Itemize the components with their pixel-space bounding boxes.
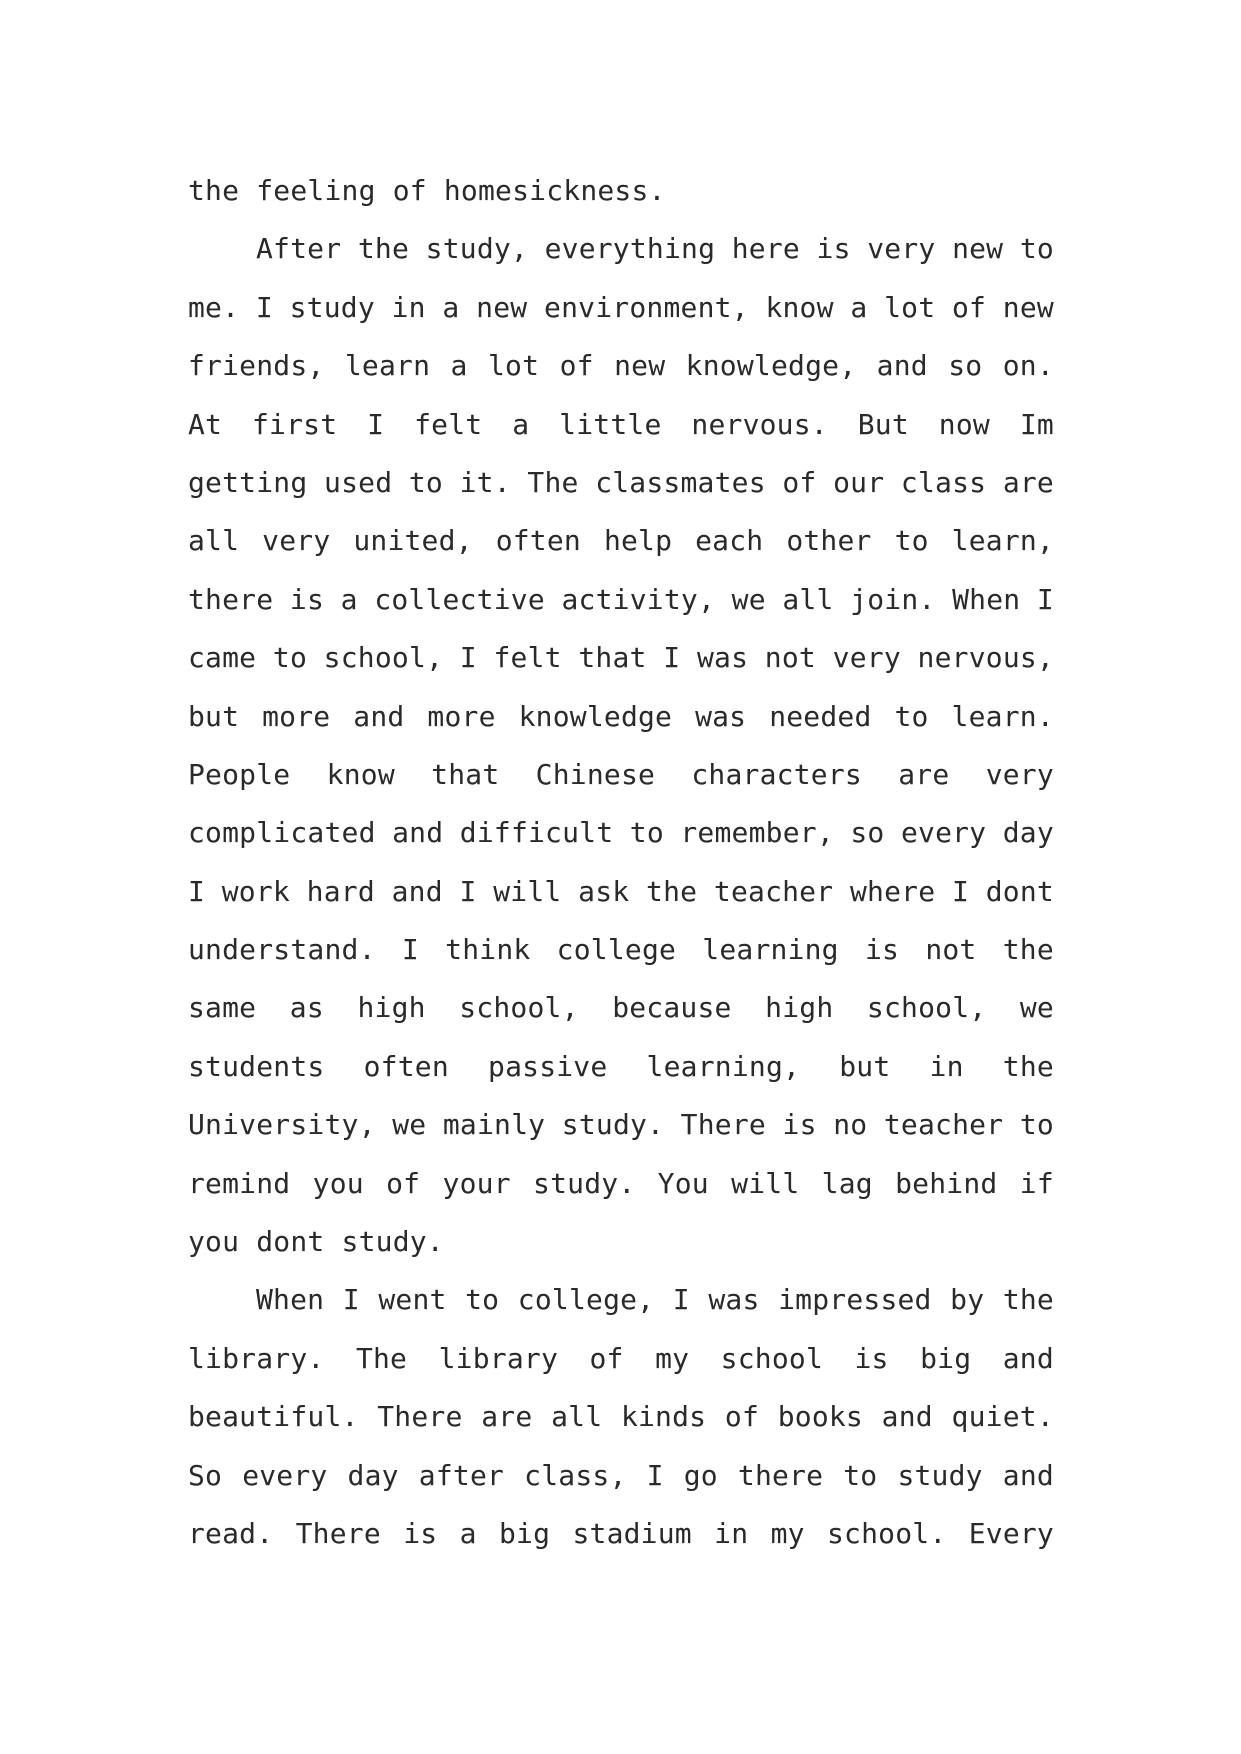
word: our <box>833 465 885 499</box>
word: school <box>720 1341 824 1375</box>
word: are <box>1002 465 1054 499</box>
word: big <box>498 1516 551 1550</box>
word: that <box>578 641 647 675</box>
word: help <box>603 524 673 558</box>
word: of <box>589 1341 624 1375</box>
word: is <box>782 1108 817 1142</box>
word: college <box>556 933 677 967</box>
word: You <box>657 1166 709 1200</box>
word: united, <box>353 524 473 558</box>
word: every <box>900 816 987 850</box>
word: join. <box>850 582 936 616</box>
word: learning <box>702 933 839 967</box>
word: very <box>262 524 331 558</box>
text-line <box>188 1038 1054 1096</box>
word: new <box>952 232 1004 266</box>
text-line <box>188 1388 1054 1446</box>
word: felt <box>493 641 562 675</box>
word: I <box>255 290 273 324</box>
word: to <box>272 641 308 675</box>
word: very <box>867 232 936 266</box>
word: But <box>857 407 909 441</box>
word: felt <box>414 407 483 441</box>
word: and <box>353 699 405 733</box>
text-line <box>188 220 1054 278</box>
word: is <box>289 582 325 616</box>
body-text <box>188 162 1054 1563</box>
word: I <box>342 1283 360 1317</box>
word: work <box>221 874 290 908</box>
word: there <box>188 582 274 616</box>
word: remember, <box>680 816 834 850</box>
word: high <box>357 991 426 1025</box>
word: I <box>459 874 477 908</box>
text-line <box>188 571 1054 629</box>
word: after <box>418 1458 505 1492</box>
word: students <box>188 1049 325 1083</box>
word: friends, <box>188 349 325 383</box>
word: a <box>450 349 468 383</box>
word: new <box>476 290 528 324</box>
word: all <box>782 582 834 616</box>
word: is <box>403 1516 438 1550</box>
text-line <box>188 746 1054 804</box>
word: characters <box>691 757 862 791</box>
word: study, <box>425 232 528 266</box>
word: high <box>765 991 834 1025</box>
word: to <box>1019 1108 1054 1142</box>
word: so <box>850 816 885 850</box>
word: hard <box>306 874 375 908</box>
text-line <box>188 629 1054 687</box>
word: it. <box>459 465 511 499</box>
word: now <box>938 407 990 441</box>
word: of <box>724 1400 760 1434</box>
word: difficult <box>459 816 614 850</box>
word: school, <box>866 991 987 1025</box>
word: I <box>401 933 419 967</box>
word: learning, <box>646 1049 801 1083</box>
word: often <box>495 524 581 558</box>
word: same <box>188 991 257 1025</box>
word: and <box>881 1400 933 1434</box>
word: more <box>427 699 496 733</box>
word: There <box>680 1108 766 1142</box>
word: where <box>849 874 936 908</box>
word: in <box>714 1516 749 1550</box>
word: and <box>1002 1341 1054 1375</box>
word: new <box>1002 290 1054 324</box>
word: kinds <box>620 1400 707 1434</box>
word: your <box>442 1166 511 1200</box>
word: to <box>1019 232 1054 266</box>
word: nervous. <box>691 407 828 441</box>
word: and <box>392 816 444 850</box>
word: will <box>493 874 562 908</box>
word: used <box>324 465 393 499</box>
word: school, <box>459 991 579 1025</box>
word: beautiful. <box>188 1400 359 1434</box>
word: teacher <box>713 874 834 908</box>
word: remind <box>188 1166 291 1200</box>
word: we <box>392 1108 427 1142</box>
word: I <box>188 874 206 908</box>
word: collective <box>374 582 545 616</box>
word: know <box>326 757 395 791</box>
word: There <box>295 1516 381 1550</box>
word: Chinese <box>535 757 656 791</box>
word: knowledge <box>518 699 673 733</box>
text-line <box>188 512 1054 570</box>
word: on. <box>1002 349 1054 383</box>
word: first <box>252 407 338 441</box>
word: my <box>770 1516 805 1550</box>
text-line <box>188 396 1054 454</box>
text-line <box>188 921 1054 979</box>
word: of <box>559 349 594 383</box>
text-line <box>188 804 1054 862</box>
word: learn. <box>951 699 1054 733</box>
word: and <box>876 349 928 383</box>
word: Every <box>968 1516 1054 1550</box>
word: I <box>459 641 477 675</box>
word: behind <box>895 1166 998 1200</box>
word: a <box>442 290 460 324</box>
word: I <box>663 641 681 675</box>
word: so <box>948 349 983 383</box>
word: college, <box>517 1283 655 1317</box>
word: the <box>646 874 698 908</box>
word: school, <box>323 641 444 675</box>
word: ask <box>578 874 630 908</box>
word: big <box>920 1341 972 1375</box>
word: study. <box>561 1108 665 1142</box>
text-line <box>188 979 1054 1037</box>
text-line <box>188 688 1054 746</box>
word: a <box>850 290 868 324</box>
word: was <box>708 1283 760 1317</box>
word: no <box>833 1108 868 1142</box>
word: I <box>951 874 970 908</box>
word: very <box>985 757 1054 791</box>
word: I <box>646 1458 664 1492</box>
word: After <box>256 232 342 266</box>
word: but <box>188 699 240 733</box>
word: of <box>782 465 817 499</box>
word: impressed <box>778 1283 932 1317</box>
word: school. <box>827 1516 947 1550</box>
word: to <box>465 1283 500 1317</box>
word: the <box>1002 1283 1054 1317</box>
word: read. <box>188 1516 274 1550</box>
word: not <box>764 641 816 675</box>
word: class <box>900 465 987 499</box>
word: Im <box>1019 407 1054 441</box>
text-line <box>188 1505 1054 1563</box>
word: often <box>363 1049 449 1083</box>
word: needed <box>769 699 872 733</box>
word: all <box>551 1400 603 1434</box>
word: mainly <box>442 1108 546 1142</box>
word: to <box>408 465 443 499</box>
word: classmates <box>595 465 766 499</box>
text-line <box>188 1447 1054 1505</box>
word: little <box>559 407 662 441</box>
text-line <box>188 1330 1054 1388</box>
word: if <box>1019 1166 1054 1200</box>
text-line <box>188 1271 1054 1329</box>
word: I <box>1036 582 1054 616</box>
word: every <box>242 1458 328 1492</box>
word: nervous, <box>917 641 1054 675</box>
word: books <box>777 1400 863 1434</box>
word: new <box>614 349 666 383</box>
word: activity, <box>561 582 716 616</box>
word: class, <box>524 1458 627 1492</box>
word: not <box>925 933 977 967</box>
word: the <box>1002 933 1054 967</box>
word: very <box>832 641 901 675</box>
word: So <box>188 1458 223 1492</box>
text-line: the feeling of homesickness. <box>188 174 666 207</box>
word: of <box>951 290 987 324</box>
word: is <box>854 1341 889 1375</box>
word: study <box>897 1458 983 1492</box>
word: The <box>355 1341 408 1375</box>
word: came <box>188 641 257 675</box>
word: getting <box>188 465 308 499</box>
word: library <box>438 1341 558 1375</box>
word: here <box>731 232 800 266</box>
word: library. <box>188 1341 325 1375</box>
word: know <box>765 290 834 324</box>
word: that <box>431 757 500 791</box>
word: there <box>737 1458 824 1492</box>
word: environment, <box>544 290 749 324</box>
word: stadium <box>572 1516 692 1550</box>
word: everything <box>544 232 716 266</box>
word: are <box>481 1400 533 1434</box>
word: was <box>695 699 747 733</box>
word: and <box>1002 1458 1054 1492</box>
word: and <box>391 874 443 908</box>
word: we <box>1019 991 1054 1025</box>
word: think <box>445 933 531 967</box>
word: dont <box>985 874 1054 908</box>
word: teacher <box>883 1108 1004 1142</box>
word: a <box>459 1516 477 1550</box>
text-line <box>188 863 1054 921</box>
text-line <box>188 279 1054 337</box>
word: passive <box>488 1049 608 1083</box>
word: all <box>188 524 240 558</box>
word: the <box>1002 1049 1054 1083</box>
word: lot <box>884 290 936 324</box>
word: I <box>672 1283 690 1317</box>
word: knowledge, <box>685 349 857 383</box>
word: learn <box>344 349 431 383</box>
word: in <box>391 290 426 324</box>
word: At <box>188 407 223 441</box>
word: When <box>256 1283 325 1317</box>
word: learn, <box>951 524 1054 558</box>
word: lag <box>821 1166 873 1200</box>
word: study <box>289 290 375 324</box>
text-line: you dont study. <box>188 1225 444 1259</box>
word: lot <box>488 349 540 383</box>
word: in <box>929 1049 964 1083</box>
text-line <box>188 1096 1054 1154</box>
word: is <box>864 933 900 967</box>
word: was <box>696 641 749 675</box>
text-line <box>188 337 1054 395</box>
text-line <box>188 1155 1054 1213</box>
word: me. <box>188 290 240 324</box>
word: quiet. <box>951 1400 1054 1434</box>
word: by <box>950 1283 985 1317</box>
word: is <box>816 232 851 266</box>
word: but <box>839 1049 891 1083</box>
word: to <box>629 816 664 850</box>
text-line <box>188 454 1054 512</box>
word: you <box>312 1166 364 1200</box>
word: because <box>612 991 732 1025</box>
word: will <box>731 1166 800 1200</box>
word: study. <box>533 1166 636 1200</box>
word: more <box>262 699 331 733</box>
word: day <box>1002 816 1054 850</box>
word: of <box>386 1166 421 1200</box>
word: There <box>377 1400 463 1434</box>
word: to <box>894 699 929 733</box>
word: the <box>357 232 410 266</box>
word: we <box>731 582 766 616</box>
word: to <box>894 524 929 558</box>
word: day <box>347 1458 399 1492</box>
word: a <box>340 582 358 616</box>
word: People <box>188 757 291 791</box>
word: other <box>786 524 872 558</box>
word: as <box>289 991 324 1025</box>
word: complicated <box>188 816 376 850</box>
word: each <box>695 524 764 558</box>
word: go <box>683 1458 718 1492</box>
word: to <box>843 1458 878 1492</box>
word: The <box>527 465 579 499</box>
word: understand. <box>188 933 376 967</box>
word: went <box>378 1283 447 1317</box>
word: are <box>898 757 950 791</box>
word: a <box>512 407 530 441</box>
word: my <box>655 1341 690 1375</box>
word: When <box>952 582 1021 616</box>
word: University, <box>188 1108 376 1142</box>
word: I <box>367 407 385 441</box>
